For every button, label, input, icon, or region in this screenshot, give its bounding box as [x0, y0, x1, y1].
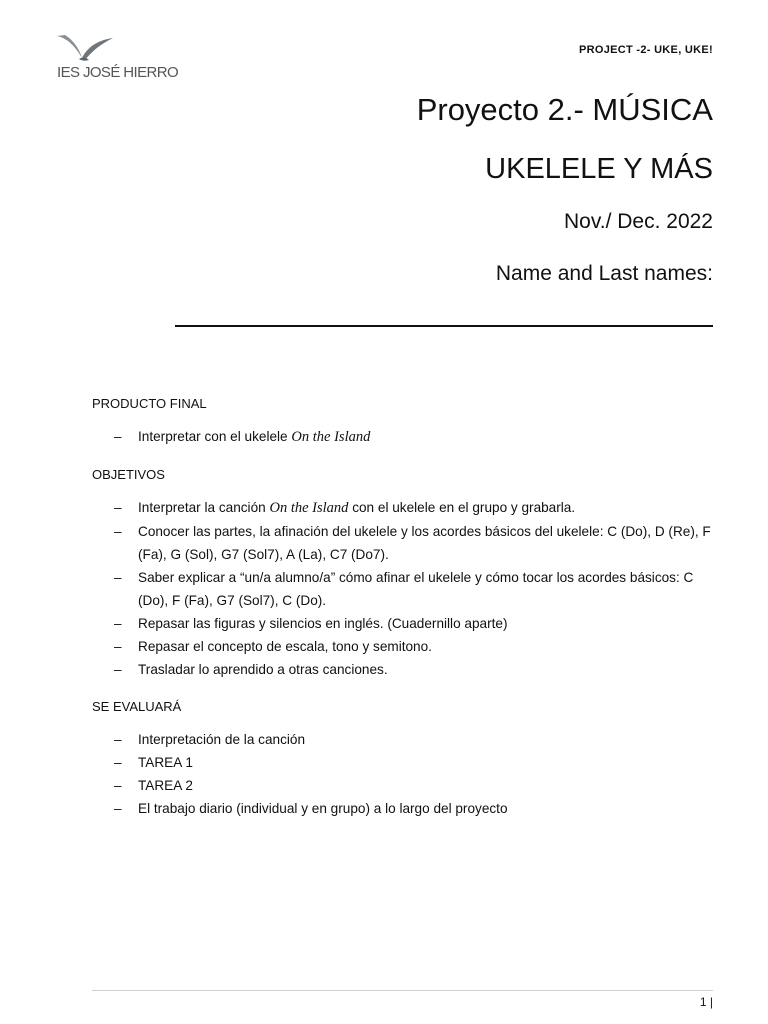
page-title: Proyecto 2.- MÚSICA	[416, 92, 713, 127]
bullet-dash: –	[114, 570, 122, 585]
list-item-text: Interpretar la canción	[138, 500, 270, 515]
bullet-dash: –	[114, 500, 122, 515]
song-title: On the Island	[269, 500, 349, 516]
list-item-text: Repasar el concepto de escala, tono y semitono.	[138, 639, 432, 654]
document-body	[92, 392, 713, 834]
list-item	[92, 566, 713, 612]
list-item-text: TAREA 2	[138, 778, 193, 793]
list-objetivos	[92, 496, 713, 681]
seagull-icon	[55, 32, 115, 66]
bullet-dash: –	[114, 755, 122, 770]
list-item	[92, 425, 713, 449]
section-title-objetivos: OBJETIVOS	[92, 467, 165, 482]
list-item-text: Conocer las partes, la afinación del ukelele y los acordes básicos del ukelele: C (Do), D (Re), F (Fa), G (Sol), G7 (Sol7), A (La), C7 (Do7).	[138, 524, 711, 562]
running-header: PROJECT -2- UKE, UKE!	[578, 44, 713, 56]
school-logo	[55, 32, 185, 86]
list-item	[92, 496, 713, 520]
list-item-text-after: con el ukelele en el grupo y grabarla.	[348, 500, 576, 515]
bullet-dash: –	[114, 732, 122, 747]
list-item-text: TAREA 1	[138, 755, 193, 770]
date-label: Nov./ Dec. 2022	[563, 210, 713, 233]
list-item	[92, 520, 713, 566]
list-item-text: Repasar las figuras y silencios en inglés. (Cuadernillo aparte)	[138, 616, 508, 631]
section-title-se-evaluara: SE EVALUARÁ	[92, 699, 182, 714]
bullet-dash: –	[114, 662, 122, 677]
list-item	[92, 635, 713, 658]
title-block	[113, 88, 713, 289]
list-item	[92, 728, 713, 751]
logo-text: IES JOSÉ HIERRO	[57, 64, 179, 81]
list-item-text: El trabajo diario (individual y en grupo) a lo largo del proyecto	[138, 801, 508, 816]
bullet-dash: –	[114, 801, 122, 816]
bullet-dash: –	[114, 616, 122, 631]
page-subtitle: UKELELE Y MÁS	[485, 153, 713, 185]
section-title-producto-final: PRODUCTO FINAL	[92, 396, 207, 411]
name-underline	[175, 323, 713, 327]
page-number: 1 |	[699, 995, 713, 1009]
name-label: Name and Last names:	[495, 262, 713, 285]
song-title: On the Island	[291, 429, 371, 445]
list-item-text: Trasladar lo aprendido a otras canciones.	[138, 662, 388, 677]
list-item	[92, 751, 713, 774]
bullet-dash: –	[114, 524, 122, 539]
list-item	[92, 797, 713, 820]
bullet-dash: –	[114, 778, 122, 793]
list-se-evaluara	[92, 728, 713, 820]
list-item	[92, 658, 713, 681]
list-item-text: Saber explicar a “un/a alumno/a” cómo afinar el ukelele y cómo tocar los acordes básicos: C (Do), F (Fa), G7 (Sol7), C (Do).	[138, 570, 694, 608]
bullet-dash: –	[114, 639, 122, 654]
list-producto-final	[92, 425, 713, 449]
list-item	[92, 774, 713, 797]
bullet-dash: –	[114, 429, 122, 444]
list-item-text: Interpretar con el ukelele	[138, 429, 292, 444]
list-item	[92, 612, 713, 635]
list-item-text: Interpretación de la canción	[138, 732, 306, 747]
footer-divider	[92, 990, 713, 991]
